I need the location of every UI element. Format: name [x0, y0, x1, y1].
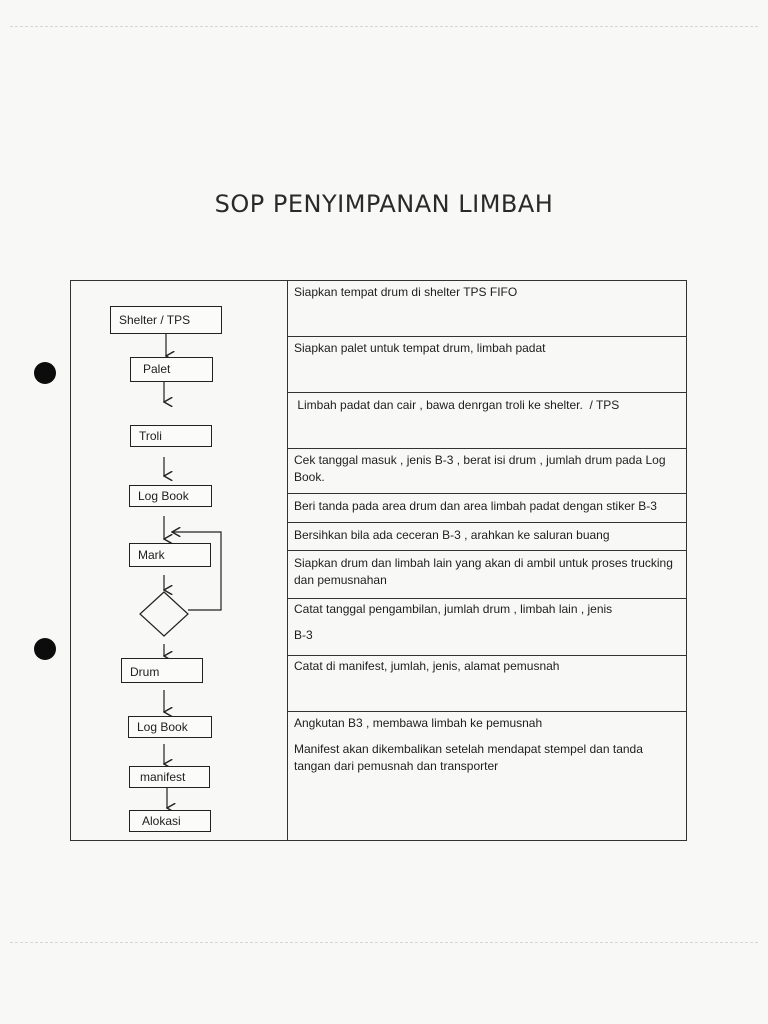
- step-text: Limbah padat dan cair , bawa denrgan troli ke shelter. / TPS: [294, 398, 620, 412]
- flow-box-log-book: Log Book: [129, 485, 212, 507]
- step-text: Cek tanggal masuk , jenis B-3 , berat isi drum , jumlah drum pada Log Book.: [294, 453, 666, 484]
- flow-box-troli: Troli: [130, 425, 212, 447]
- step-text: Catat di manifest, jumlah, jenis, alamat pemusnah: [294, 659, 560, 673]
- step-text: Siapkan drum dan limbah lain yang akan di ambil untuk proses trucking dan pemusnahan: [294, 556, 673, 587]
- flow-box-palet: Palet: [130, 357, 213, 382]
- flow-box-mark: Mark: [129, 543, 211, 567]
- step-text: Siapkan tempat drum di shelter TPS FIFO: [294, 285, 518, 299]
- step-text: Catat tanggal pengambilan, jumlah drum , limbah lain , jenis: [294, 602, 613, 616]
- step-text: Beri tanda pada area drum dan area limbah padat dengan stiker B-3: [294, 499, 657, 513]
- flow-box-manifest: manifest: [129, 766, 210, 788]
- step-text: Angkutan B3 , membawa limbah ke pemusnah: [294, 716, 543, 730]
- flow-box-log-book-2: Log Book: [128, 716, 212, 738]
- flow-box-shelter: Shelter / TPS: [110, 306, 222, 334]
- page-title: SOP PENYIMPANAN LIMBAH: [214, 190, 554, 218]
- step-text: Manifest akan dikembalikan setelah mendapat stempel dan tanda tangan dari pemusnah dan transporter: [294, 742, 643, 773]
- flow-box-alokasi: Alokasi: [129, 810, 211, 832]
- step-text: Siapkan palet untuk tempat drum, limbah padat: [294, 341, 546, 355]
- flow-box-drum: Drum: [121, 658, 203, 683]
- step-text: Bersihkan bila ada ceceran B-3 , arahkan ke saluran buang: [294, 528, 610, 542]
- step-text: B-3: [294, 628, 313, 642]
